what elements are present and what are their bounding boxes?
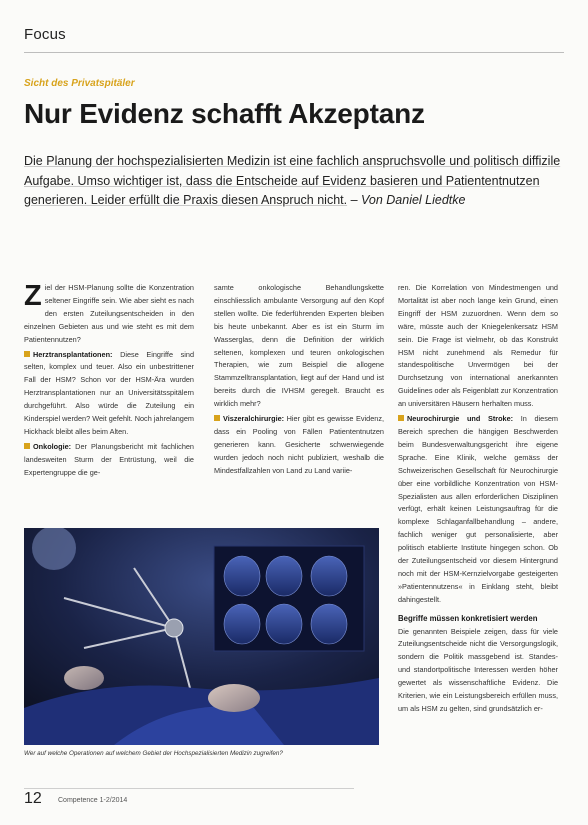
publication-name: Competence 1-2/2014: [58, 797, 128, 804]
list-item: [24, 441, 194, 480]
body-column-3: [398, 282, 558, 718]
header-divider: [24, 52, 564, 53]
item-text: In diesem Bereich sprechen die hängigen Beschwerden beim Bundesverwaltungsgericht ihre eigene Sprache. Eine Klinik, welche gemäss der Schweizerischen Gesellschaft für Neurochirurgie über eine vorbildliche Konzentration von HSM-Spezialisten aus allen erforderlichen Disziplinen verfügt, erhält keinen Leistungsauftrag für die komplexe Schlaganfallbehandlung – andere, fachlich weniger gut personalisierte, aber politisch etablierte Institute hingegen schon. Ob der Zuteilungsentscheid vor diesem Hintergrund noch mit der HSM-Kernzielvorgabe gesteigerten »Patientennutzens« in Einklang steht, bleibt dahingestellt.: [398, 414, 558, 604]
item-term: Neurochirurgie und Stroke:: [407, 414, 514, 424]
drop-cap: Z: [24, 280, 42, 312]
item-term: Herztransplantationen:: [33, 349, 113, 359]
photo-caption: Wer auf welche Operationen auf welchem Gebiet der Hochspezialisierten Medizin zugreifen?: [24, 750, 283, 757]
intro-text: iel der HSM-Planung sollte die Konzentration seltener Eingriffe sein. Wie aber sieht es nach den ersten Zuteilungsentscheiden in den einzelnen Gebieten aus und wie steht es mit dem Patientennutzen?: [24, 283, 194, 344]
square-bullet-icon: [398, 415, 404, 421]
item-term: Viszeralchirurgie:: [223, 414, 285, 424]
square-bullet-icon: [24, 351, 30, 357]
item-term: Onkologie:: [33, 441, 72, 451]
author-byline: – Von Daniel Liedtke: [350, 193, 466, 207]
footer-divider: [24, 788, 354, 789]
continued-text: ren. Die Korrelation von Mindestmengen und Mortalität ist aber noch lange kein Grund, einen Eingriff der HSM zuzuordnen. Wenn dem so wäre, müsste auch der Kniegelenkersatz HSM sein. Die Frage ist vielmehr, ob das Konstrukt HSM nicht zunehmend als Remedur für standespolitische Unvermögen bei der Durchsetzung von international anerkannten Guidelines oder als Feigenblatt zur Konzentration an universitären Häusern herhalten muss.: [398, 283, 558, 409]
square-bullet-icon: [24, 443, 30, 449]
section-label: Focus: [24, 26, 66, 43]
list-item: [398, 413, 558, 607]
list-item: [24, 349, 194, 439]
paragraph: Die genannten Beispiele zeigen, dass für viele Zuteilungsentscheide nicht die Versorgungslogik, sondern die Politik massgebend ist. Standes- und standortpolitische Interessen werden höher gewertet als wissenschaftliche Evidenz. Die Kriterien, wie ein Leistungsbereich erfüllen muss, um als HSM zu gelten, sind grundsätzlich er-: [398, 626, 558, 713]
headline: Nur Evidenz schafft Akzeptanz: [24, 98, 425, 129]
subheading: Begriffe müssen konkretisiert werden: [398, 613, 538, 623]
item-text: Der Planungsbericht mit fachlichen landesweiten Sturm der Entrüstung, weil die Expertengruppe die ge-: [24, 441, 194, 477]
intro-paragraph: [24, 282, 194, 347]
item-text: Diese Eingriffe sind selten, komplex und teuer. Also ein unbestrittener Fall der HSM? Schon vor der HSM-Ära wurden Herztransplantationen nur an Universitätsspitälern durchgeführt. Also würde die Zuteilung ein Kinderspiel werden? Weit gefehlt. Noch jahrelangem Hickhack bleibt alles beim Alten.: [24, 349, 195, 436]
item-text: Hier gibt es gewisse Evidenz, dass ein Pooling von Fällen Patiententnutzen generieren kann. Gesicherte schwerwiegende wurden jedoch noch nicht publiziert, weshalb die Mindestfallzahlen von Land zu Land variie-: [214, 414, 385, 475]
lead-paragraph: [24, 152, 562, 211]
continued-text: samte onkologische Behandlungskette einschliesslich ambulante Versorgung auf den Kopf stellen wollte. Die federführenden Experten bleiben bis heute unbekannt. Aber es ist ein Sturm im Wasserglas, denn die Definition der wirklich seltenen, komplexen und teuren onkologischen Therapien, wie zum Beispiel die allogene Stammzelltransplantation, liegt auf der Hand und ist bereits durch die IVHSM geregelt. Braucht es wirklich mehr?: [214, 283, 384, 409]
body-column-2: [214, 282, 384, 480]
lead-text: Die Planung der hochspezialisierten Medizin ist eine fachlich anspruchsvolle und politisch diffizile Aufgabe. Umso wichtiger ist, dass die Entscheide auf Evidenz basieren und Patiententnutzen generieren. Leider erfüllt die Praxis diesen Anspruch nicht.: [24, 154, 561, 207]
page-number: 12: [24, 790, 42, 807]
article-photo: [24, 528, 379, 745]
list-item: [214, 413, 384, 478]
operating-room-photo: [24, 528, 379, 745]
kicker: Sicht des Privatspitäler: [24, 78, 135, 89]
square-bullet-icon: [214, 415, 220, 421]
body-column-1: [24, 282, 194, 482]
